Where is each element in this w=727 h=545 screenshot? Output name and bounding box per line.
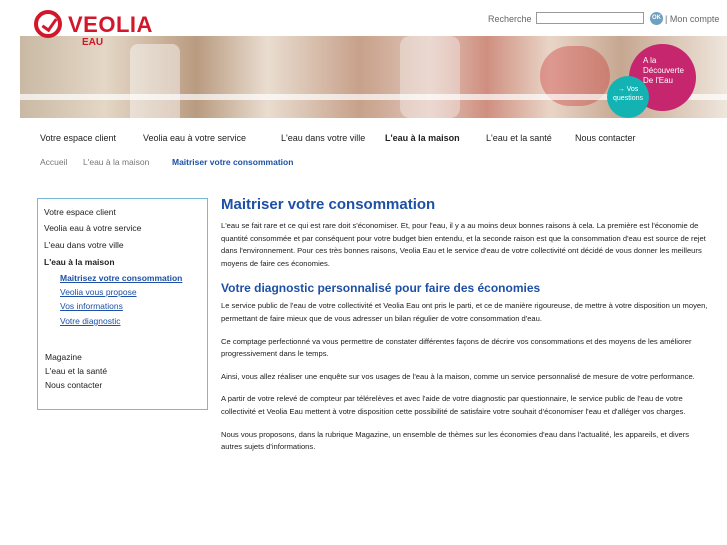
section-subtitle: Votre diagnostic personnalisé pour faire des économies [221,281,541,296]
sidebar-item-eau-maison[interactable]: L'eau à la maison [44,257,115,267]
questions-promo-button[interactable] [607,76,649,118]
sidebar-item-contact[interactable]: Nous contacter [45,380,103,390]
questions-promo-label: → Vos questions [613,86,643,102]
body-paragraph: Ce comptage perfectionné va vous permettre de constater différentes façons de décrire vos consommations et des moyens de les améliorer progressivement dans le temps. [221,336,692,359]
main-content [221,196,711,464]
nav-contact[interactable]: Nous contacter [575,133,636,143]
sidebar [37,198,208,410]
body-paragraph: A partir de votre relevé de compteur par télérelèves et avec l'aide de votre diagnostic par questionnaire, le service public de l'eau de votre collectivité et Veolia Eau mettent à votre disposition cette possibilité de satisfaire votre souhait d'économiser l'eau et d'alléger vos charges. [221,394,686,416]
sidebar-subitem-consommation[interactable]: Maitrisez votre consommation [60,273,183,283]
logo-subtext: EAU [82,37,104,48]
nav-eau-maison[interactable]: L'eau à la maison [385,133,460,143]
logo-text: VEOLIA [68,12,153,37]
sidebar-subitem-informations[interactable]: Vos informations [60,301,123,311]
page-title: Maitriser votre consommation [221,196,436,213]
sidebar-item-eau-sante[interactable]: L'eau et la santé [45,366,108,376]
nav-eau-ville[interactable]: L'eau dans votre ville [281,133,366,143]
sidebar-item-eau-ville[interactable]: L'eau dans votre ville [44,240,124,250]
veolia-logo-icon [34,10,62,38]
search-ok-button[interactable]: OK [650,12,663,25]
breadcrumb-current: Maitriser votre consommation [172,157,294,167]
discovery-promo-label: A la Découverte De l'Eau [643,56,684,85]
sidebar-subitem-veolia-propose[interactable]: Veolia vous propose [60,287,137,297]
sidebar-subitem-diagnostic[interactable]: Votre diagnostic [60,316,121,326]
search-area [488,12,727,28]
nav-eau-sante[interactable]: L'eau et la santé [486,133,552,143]
body-paragraph: Ainsi, vous allez réaliser une enquête sur vos usages de l'eau à la maison, comme un service personnalisé de mesure de votre performance. [221,371,695,381]
sidebar-item-espace-client[interactable]: Votre espace client [44,207,116,217]
my-account-link[interactable]: | Mon compte [665,14,720,24]
sidebar-item-veolia-service[interactable]: Veolia eau à votre service [44,223,142,233]
veolia-logo[interactable] [34,10,154,50]
search-input[interactable] [536,12,644,24]
search-label: Recherche [488,14,532,24]
banner-glass-image [130,44,180,118]
intro-paragraph: L'eau se fait rare et ce qui est rare doit s'économiser. Et, pour l'eau, il y a au moins deux bonnes raisons à cela. La première est l'économie de quantité consommée et par conséquent pour votre budget bien entendu, et la seconde raison est que la consommation d'eau est source de rejet dans l'environnement. Pour ces très bonnes raisons, Veolia Eau et le service d'eau de votre collectivité ont décidé de vous donner les meilleurs moyens de faire ces économies. [221,221,706,268]
banner-glass-image [400,36,460,118]
nav-espace-client[interactable]: Votre espace client [40,133,117,143]
body-paragraph: Le service public de l'eau de votre collectivité et Veolia Eau ont pris le parti, et ce de manière rigoureuse, de mettre à votre disposition un moyen, permettant de faire mieux que de vous adresser un bilan régulier de votre consommation d'eau. [221,301,708,323]
header [18,0,727,118]
body-paragraph: Nous vous proposons, dans la rubrique Magazine, un ensemble de thèmes sur les économies d'eau dans l'actualité, les appareils, et divers autres sujets d'informations. [221,429,690,452]
breadcrumb-eau-maison[interactable]: L'eau à la maison [83,157,150,167]
breadcrumb-home[interactable]: Accueil [40,157,68,167]
sidebar-item-magazine[interactable]: Magazine [45,352,82,362]
nav-veolia-service[interactable]: Veolia eau à votre service [143,133,247,143]
